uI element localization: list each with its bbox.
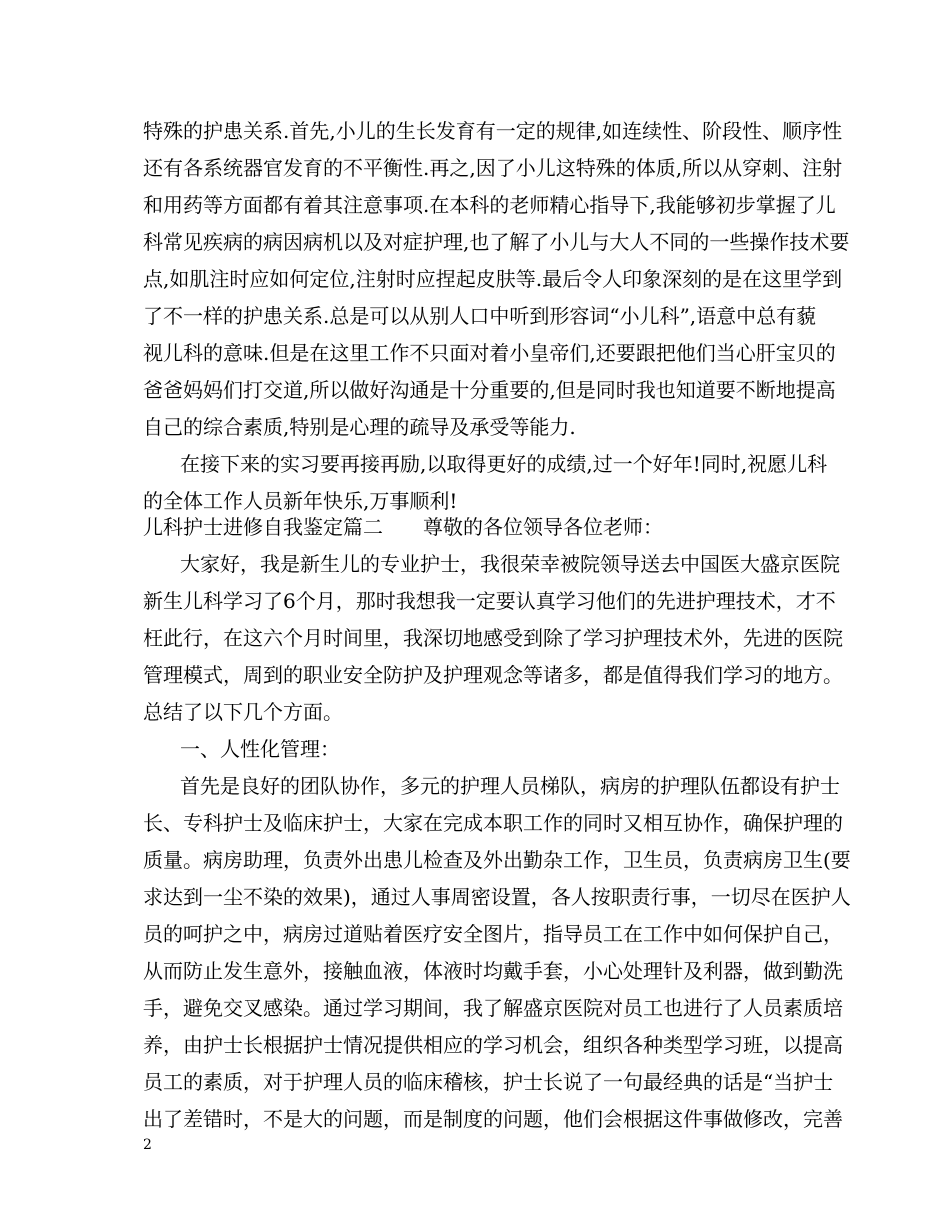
text-line: 养，由护士长根据护士情况提供相应的学习机会，组织各种类型学习班，以提高 (143, 1033, 843, 1057)
text-line: 的全体工作人员新年快乐,万事顺利! (143, 489, 458, 513)
text-line: 员的呵护之中，病房过道贴着医疗安全图片，指导员工在工作中如何保护自己， (143, 922, 843, 946)
paragraph-first-line: 首先是良好的团队协作，多元的护理人员梯队，病房的护理队伍都设有护士 (180, 774, 840, 798)
text-line: 枉此行，在这六个月时间里，我深切地感受到除了学习护理技术外，先进的医院 (143, 626, 843, 650)
text-line: 科常见疾病的病因病机以及对症护理,也了解了小儿与大人不同的一些操作技术要 (143, 230, 850, 254)
text-line: 总结了以下几个方面。 (143, 700, 343, 724)
text-line: 了不一样的护患关系.总是可以从别人口中听到形容词“小儿科”,语意中总有藐 (143, 304, 817, 328)
text-line: 员工的素质，对于护理人员的临床稽核，护士长说了一句最经典的话是“当护士 (143, 1070, 834, 1094)
page-number: 2 (143, 1137, 152, 1153)
text-line: 特殊的护患关系.首先,小儿的生长发育有一定的规律,如连续性、阶段性、顺序性 (143, 119, 843, 143)
text-line: 视儿科的意味.但是在这里工作不只面对着小皇帝们,还要跟把他们当心肝宝贝的 (143, 341, 836, 365)
text-line: 点,如肌注时应如何定位,注射时应捏起皮肤等.最后令人印象深刻的是在这里学到 (143, 267, 843, 291)
text-line: 出了差错时，不是大的问题，而是制度的问题，他们会根据这件事做修改，完善 (143, 1107, 843, 1131)
text-line: 新生儿科学习了6个月，那时我想我一定要认真学习他们的先进护理技术，才不 (143, 589, 836, 613)
text-line: 还有各系统器官发育的不平衡性.再之,因了小儿这特殊的体质,所以从穿刺、注射 (143, 156, 843, 180)
text-line: 长、专科护士及临床护士，大家在完成本职工作的同时又相互协作，确保护理的 (143, 811, 843, 835)
text-line: 从而防止发生意外，接触血液，体液时均戴手套，小心处理针及利器，做到勤洗 (143, 959, 843, 983)
text-line: 管理模式，周到的职业安全防护及护理观念等诸多，都是值得我们学习的地方。 (143, 663, 843, 687)
paragraph-first-line: 大家好，我是新生儿的专业护士，我很荣幸被院领导送去中国医大盛京医院 (180, 552, 840, 576)
text-line: 求达到一尘不染的效果)，通过人事周密设置，各人按职责行事，一切尽在医护人 (143, 885, 851, 909)
text-line: 手，避免交叉感染。通过学习期间，我了解盛京医院对员工也进行了人员素质培 (143, 996, 843, 1020)
text-line: 质量。病房助理，负责外出患儿检查及外出勤杂工作，卫生员，负责病房卫生(要 (143, 848, 851, 872)
text-line: 和用药等方面都有着其注意事项.在本科的老师精心指导下,我能够初步掌握了儿 (143, 193, 836, 217)
section-heading: 儿科护士进修自我鉴定篇二 尊敬的各位领导各位老师： (143, 515, 663, 539)
subsection-heading: 一、人性化管理： (180, 737, 340, 761)
text-line: 爸爸妈妈们打交道,所以做好沟通是十分重要的,但是同时我也知道要不断地提高 (143, 378, 836, 402)
text-line: 自己的综合素质,特别是心理的疏导及承受等能力. (143, 415, 576, 439)
paragraph-first-line: 在接下来的实习要再接再励,以取得更好的成绩,过一个好年!同时,祝愿儿科 (180, 452, 828, 476)
